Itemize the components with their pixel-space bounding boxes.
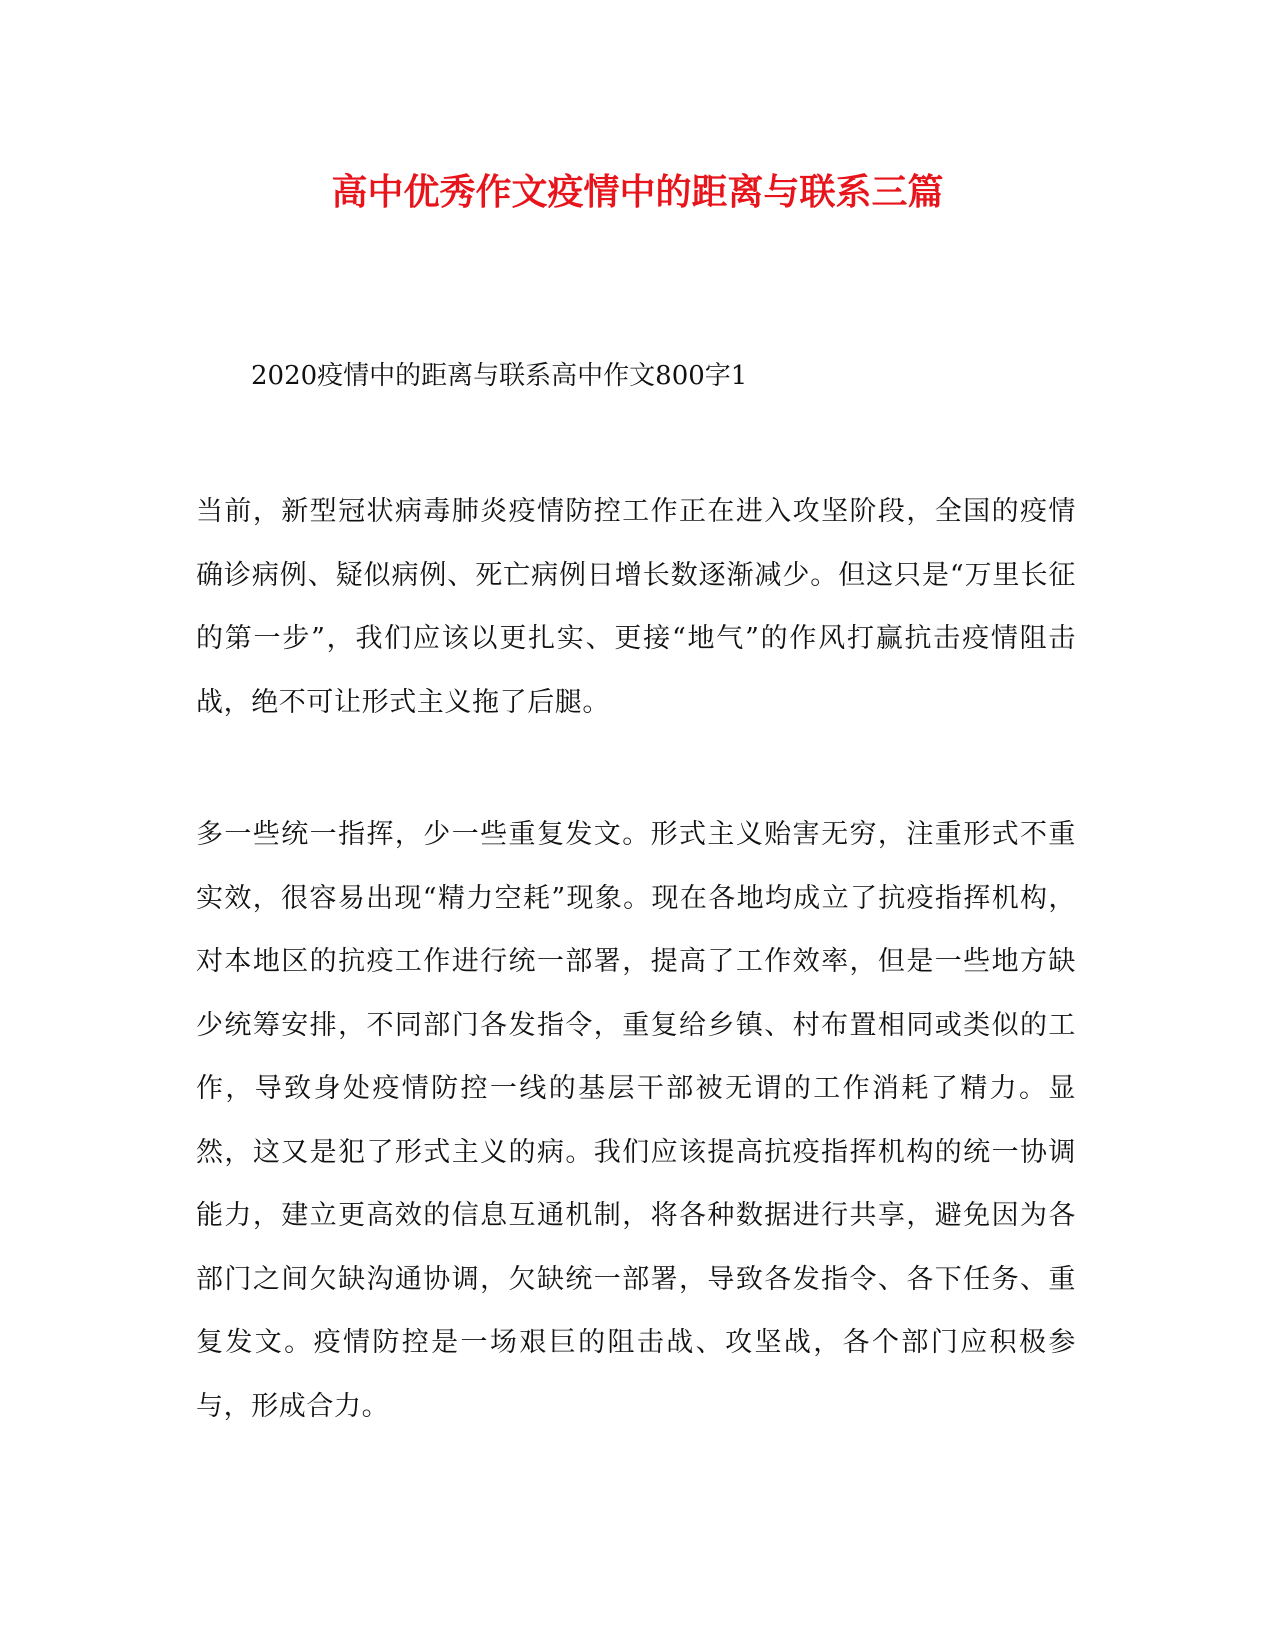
paragraph-2: 多一些统一指挥，少一些重复发文。形式主义贻害无穷，注重形式不重实效，很容易出现“精力空耗”现象。现在各地均成立了抗疫指挥机构，对本地区的抗疫工作进行统一部署，提高了工作效率，但是一些地方缺少统筹安排，不同部门各发指令，重复给乡镇、村布置相同或类似的工作，导致身处疫情防控一线的基层干部被无谓的工作消耗了精力。显然，这又是犯了形式主义的病。我们应该提高抗疫指挥机构的统一协调能力，建立更高效的信息互通机制，将各种数据进行共享，避免因为各部门之间欠缺沟通协调，欠缺统一部署，导致各发指令、各下任务、重复发文。疫情防控是一场艰巨的阻击战、攻坚战，各个部门应积极参与，形成合力。: [196, 819, 1076, 1422]
document-title: 高中优秀作文疫情中的距离与联系三篇: [331, 171, 944, 213]
paragraph-1: 当前，新型冠状病毒肺炎疫情防控工作正在进入攻坚阶段，全国的疫情确诊病例、疑似病例、死亡病例日增长数逐渐减少。但这只是“万里长征的第一步”，我们应该以更扎实、更接“地气”的作风打赢抗击疫情阻击战，绝不可让形式主义拖了后腿。: [196, 496, 1076, 718]
document-subtitle: 2020疫情中的距离与联系高中作文800字1: [251, 361, 748, 391]
